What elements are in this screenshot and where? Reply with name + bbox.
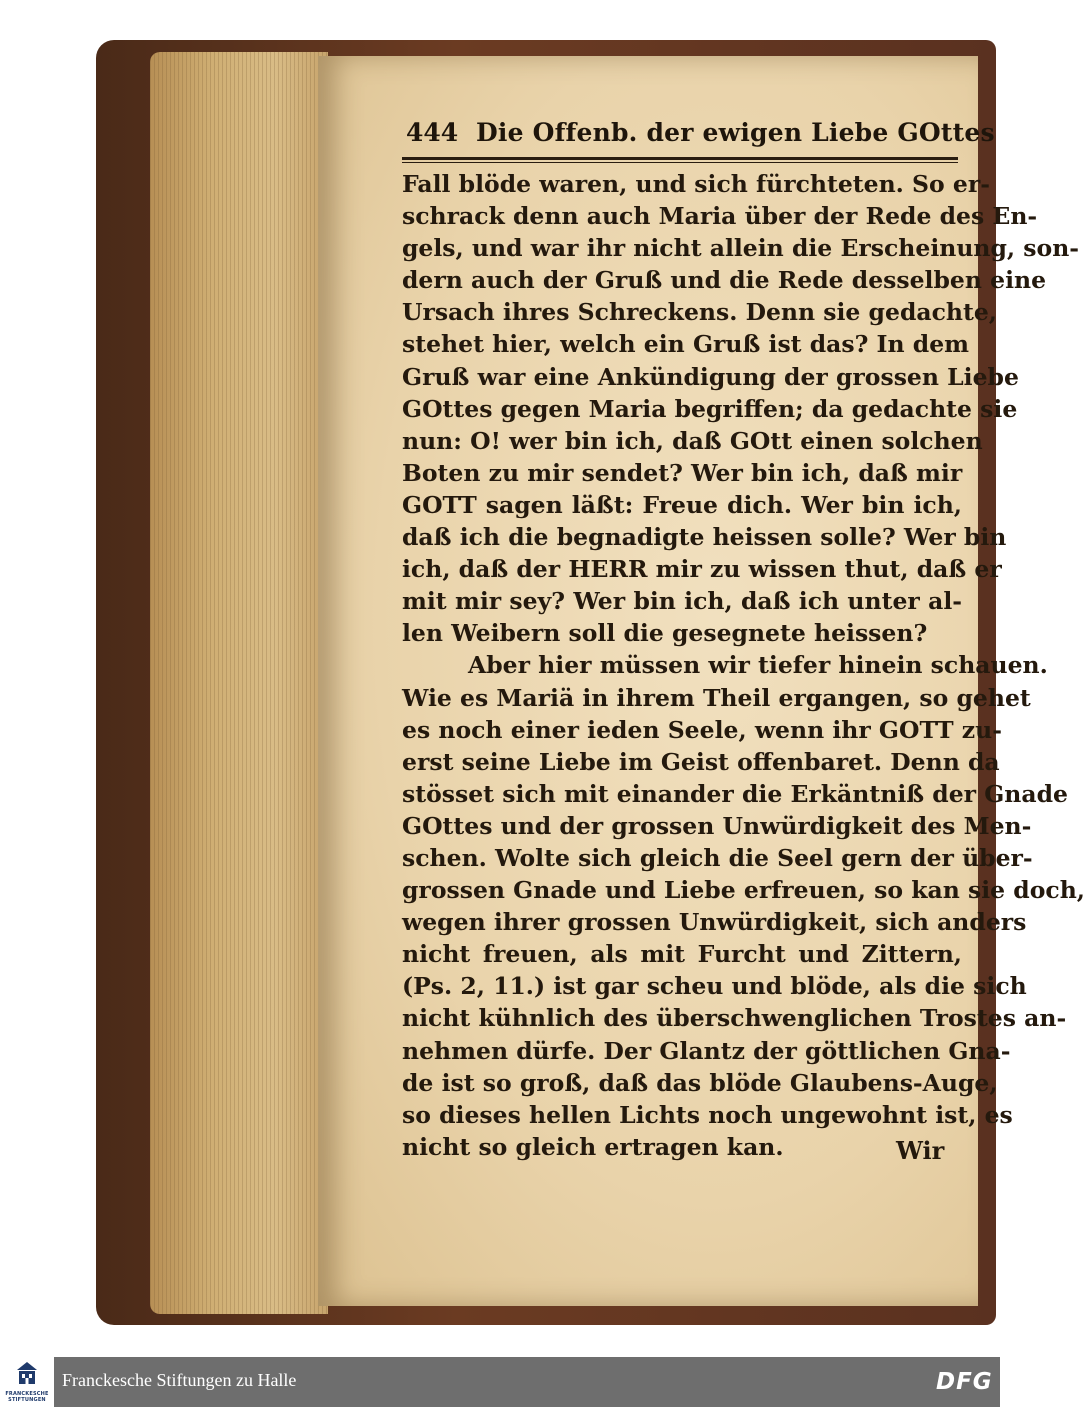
text-line: schrack denn auch Maria über der Rede des En-	[402, 202, 1038, 231]
institution-name[interactable]: Franckesche Stiftungen zu Halle	[62, 1370, 297, 1390]
text-line: daß ich die begnadigte heissen solle? Wer bin	[402, 523, 1007, 552]
text-line: nun: O! wer bin ich, daß GOtt einen solchen	[402, 426, 983, 455]
footer-bar	[0, 1357, 1000, 1407]
text-line: stehet hier, welch ein Gruß ist das? In dem	[402, 330, 970, 359]
body-text	[402, 168, 1085, 1163]
text-line: GOttes und der grossen Unwürdigkeit des Men-	[402, 811, 1032, 840]
text-line: Ursach ihres Schreckens. Denn sie gedachte,	[402, 298, 997, 327]
text-line: nehmen dürfe. Der Glantz der göttlichen Gna-	[402, 1036, 1011, 1065]
page-edges	[150, 52, 328, 1314]
text-line: gels, und war ihr nicht allein die Erscheinung, son-	[402, 234, 1080, 263]
text-line: Fall blöde waren, und sich fürchteten. So er-	[402, 170, 990, 198]
text-line: de ist so groß, daß das blöde Glaubens-Auge,	[402, 1068, 998, 1097]
page-number: 444	[406, 118, 459, 147]
text-line: so dieses hellen Lichts noch ungewohnt ist, es	[402, 1100, 1013, 1129]
logo-text: FRANCKESCHE STIFTUNGEN	[5, 1391, 49, 1403]
running-head: Die Offenb. der ewigen Liebe GOttes	[476, 118, 995, 147]
text-line: GOTT sagen läßt: Freue dich. Wer bin ich,	[402, 490, 962, 519]
text-line: ich, daß der HERR mir zu wissen thut, daß er	[402, 555, 1002, 584]
catchword: Wir	[896, 1136, 945, 1165]
text-line: Boten zu mir sendet? Wer bin ich, daß mir	[402, 458, 963, 487]
text-line: GOttes gegen Maria begriffen; da gedachte sie	[402, 394, 1018, 423]
text-line: len Weibern soll die gesegnete heissen?	[402, 619, 928, 648]
page-header	[402, 116, 995, 156]
text-line: es noch einer ieden Seele, wenn ihr GOTT zu-	[402, 715, 1002, 744]
institution-logo[interactable]	[0, 1357, 54, 1407]
text-line: Gruß war eine Ankündigung der grossen Liebe	[402, 362, 1019, 391]
text-line: grossen Gnade und Liebe erfreuen, so kan sie doch,	[402, 876, 1085, 905]
text-line: dern auch der Gruß und die Rede desselben eine	[402, 266, 1047, 295]
text-line: Aber hier müssen wir tiefer hinein schauen.	[468, 651, 1048, 680]
text-line: schen. Wolte sich gleich die Seel gern der über-	[402, 843, 1033, 872]
text-line: Wie es Mariä in ihrem Theil ergangen, so gehet	[402, 683, 1031, 712]
dfg-logo[interactable]: DFG	[936, 1369, 993, 1395]
building-icon	[17, 1362, 37, 1386]
text-line: (Ps. 2, 11.) ist gar scheu und blöde, als die sich	[402, 972, 1027, 1001]
bleed-through	[396, 1108, 956, 1168]
text-line: nicht so gleich ertragen kan.	[402, 1132, 784, 1161]
header-rule	[402, 157, 958, 163]
text-line: stösset sich mit einander die Erkäntniß der Gnade	[402, 779, 1068, 808]
text-line: wegen ihrer grossen Unwürdigkeit, sich anders	[402, 908, 1027, 937]
text-line: erst seine Liebe im Geist offenbaret. Denn da	[402, 747, 1000, 776]
text-line: mit mir sey? Wer bin ich, daß ich unter al-	[402, 587, 962, 616]
text-line: nicht kühnlich des überschwenglichen Trostes an-	[402, 1004, 1067, 1033]
text-line: nicht freuen, als mit Furcht und Zittern,	[402, 940, 962, 969]
